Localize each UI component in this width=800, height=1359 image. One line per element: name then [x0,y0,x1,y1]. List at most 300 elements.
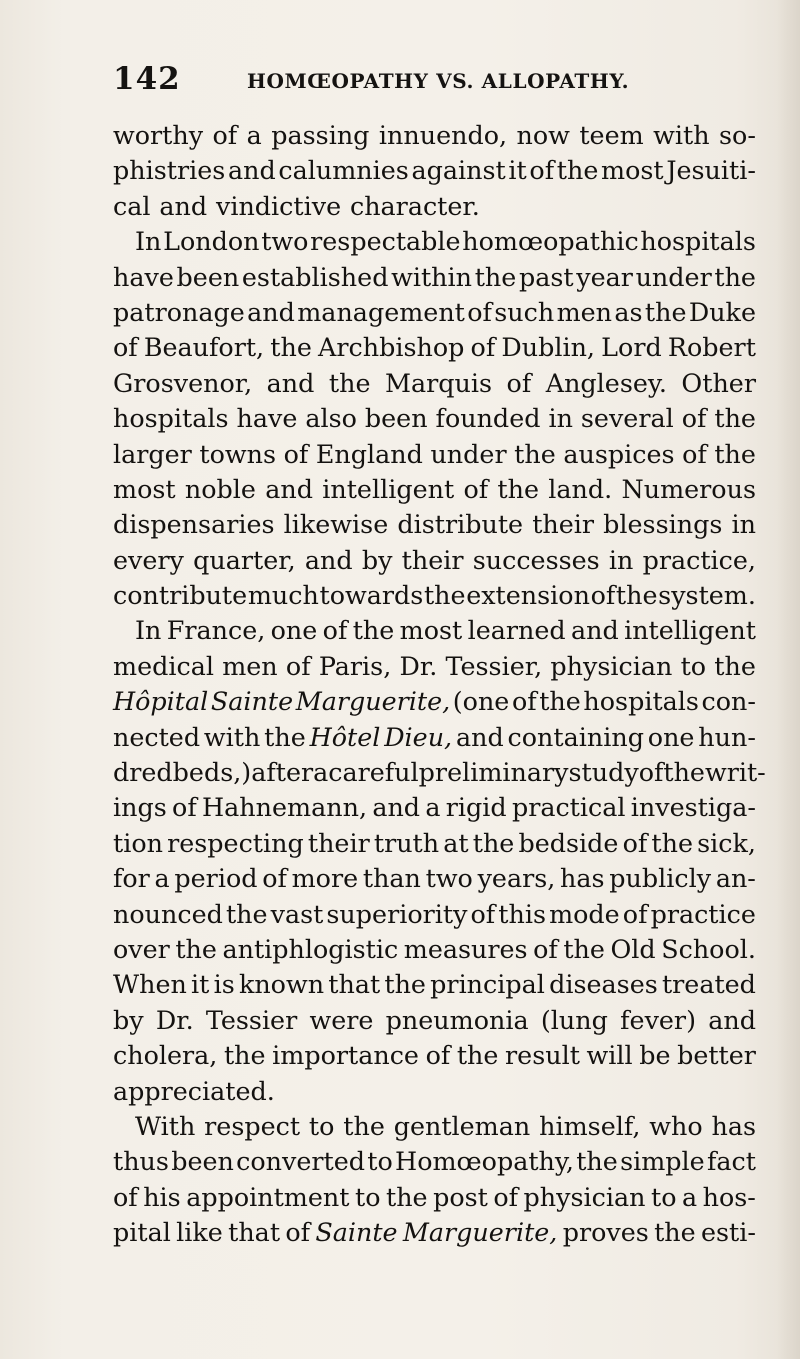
word: Paris, [318,650,392,681]
word: Hahnemann, [202,792,368,823]
word: Numerous [621,473,756,504]
word: in [548,403,573,434]
word: a [154,863,170,894]
word: nounced [113,898,223,929]
word: the [472,827,515,858]
text-line [113,1038,756,1073]
word: the [514,438,556,469]
word: the [644,296,687,327]
word: of [467,296,492,327]
word: after [251,757,314,788]
word: Marguerite, [402,1217,558,1248]
word: (lung [540,1004,608,1035]
word: one [270,615,318,646]
word: Robert [667,332,756,363]
word: post [433,1181,488,1212]
word: system. [658,580,756,611]
word: principal [430,969,545,1000]
word: vindictive [215,190,342,221]
word: the [175,933,217,964]
word: publicly [609,863,712,894]
word: larger [113,438,192,469]
text-line [113,613,756,648]
word: cal [113,190,151,221]
word: been [171,1146,234,1177]
word: the [497,473,539,504]
word: School. [661,933,756,964]
word: Homœopathy, [395,1146,574,1177]
word: nected [113,721,201,752]
text-line [113,861,756,896]
word: two [261,226,309,257]
word: the [270,332,312,363]
word: such [494,296,555,327]
word: Marquis [385,367,493,398]
word: Jesuiti- [666,155,756,186]
word: Old [610,933,656,964]
word: phistries [113,155,226,186]
word: Other [681,367,756,398]
word: of [322,615,348,646]
word: their [401,544,464,575]
page-number: 142 [113,61,181,97]
word: the [385,1181,428,1212]
word: of [511,686,537,717]
word: to [354,1181,381,1212]
word: of [470,898,496,929]
text-line [113,366,756,401]
word: be [639,1040,671,1071]
word: esti- [700,1217,756,1248]
text-line [113,578,756,613]
word: the [225,898,268,929]
word: will [586,1040,633,1071]
word: most [113,473,176,504]
word: of [113,332,138,363]
text-line [113,189,756,224]
word: Dr. [155,1004,194,1035]
word: Archbishop [318,332,465,363]
word: that [328,969,381,1000]
word: proves [562,1217,649,1248]
word: containing [507,721,644,752]
word: the [223,1040,266,1071]
word: the [474,261,517,292]
word: ings [113,792,167,823]
word: diseases [549,969,658,1000]
word: the [576,1146,618,1177]
word: innuendo, [378,120,508,150]
word: intelligent [624,615,756,646]
text-line [113,295,756,330]
word: their [532,509,595,540]
word: and [372,792,421,823]
text-line [113,649,756,684]
word: of [283,438,309,469]
word: have [236,403,298,434]
word: of [681,403,707,434]
word: Hôtel [309,721,381,752]
word: of [425,1040,451,1071]
word: and [304,544,353,575]
word: also [305,403,357,434]
word: fever) [620,1004,696,1035]
word: intelligent [322,473,455,504]
word: quarter, [193,544,296,575]
word: two [425,863,473,894]
word: the [714,650,756,681]
word: of [262,863,287,894]
word: antiphlogistic [222,933,399,964]
word: of [622,827,648,858]
word: Tessier, [445,650,543,681]
word: his [143,1181,181,1212]
word: pneumonia [385,1004,529,1035]
word: converted [236,1146,366,1177]
word: calumnies [278,155,409,186]
word: by [113,1004,144,1035]
word: hospitals [113,403,229,434]
word: established [241,261,389,292]
word: London [163,226,260,257]
word: a [681,1181,698,1212]
word: of [590,580,616,611]
word: for [113,863,150,894]
word: character. [349,190,480,221]
word: hospitals [640,226,756,257]
word: appreciated. [113,1075,275,1106]
word: the [714,403,756,434]
word: the [556,155,599,186]
word: under [635,261,712,292]
word: and [570,615,619,646]
word: and [266,367,315,398]
text-line [113,507,756,542]
word: the [328,367,371,398]
word: the [663,757,705,788]
word: truth [373,827,440,858]
text-line [113,897,756,932]
word: the [714,438,756,469]
text-line [113,826,756,861]
word: and [159,190,208,221]
word: result [505,1040,580,1071]
word: sick, [697,827,756,858]
word: most [399,615,463,646]
word: in [608,544,634,575]
word: vast [270,898,324,929]
word: practice, [642,544,756,575]
word: it [508,155,527,186]
word: hospitals [583,686,699,717]
word: Marguerite, [295,686,451,717]
word: preliminary [418,757,569,788]
word: to [308,1110,335,1141]
word: Grosvenor, [113,367,253,398]
word: land. [548,473,613,504]
word: it [191,969,210,1000]
text-line [113,684,756,719]
word: patronage [113,296,245,327]
word: so- [719,120,756,150]
text-line [113,1003,756,1038]
word: simple [620,1146,705,1177]
word: and [455,721,504,752]
word: blessings [603,509,723,540]
word: con- [701,686,756,717]
text-line [113,1180,756,1215]
word: year [576,261,633,292]
word: to [650,1181,677,1212]
word: rigid [445,792,507,823]
word: noble [184,473,256,504]
word: cholera, [113,1040,218,1071]
word: respecting [167,827,304,858]
word: hun- [698,721,756,752]
word: learned [467,615,566,646]
word: of [622,898,648,929]
word: been [176,261,240,292]
word: towards [319,580,424,611]
text-line [113,1074,756,1109]
word: of [470,332,496,363]
word: Tessier [205,1004,298,1035]
word: a [425,792,441,823]
word: Dublin, [501,332,596,363]
word: now [516,120,570,150]
word: towns [199,438,277,469]
word: of [506,367,532,398]
word: several [580,403,674,434]
word: to [367,1146,393,1177]
text-line [113,153,756,188]
word: an- [715,863,756,894]
word: the [651,827,693,858]
word: period [174,863,258,894]
word: at [443,827,469,858]
text-line [113,720,756,755]
word: by [361,544,393,575]
text-line [113,118,756,153]
word: Hôpital [113,686,209,717]
word: known [238,969,325,1000]
word: of [682,438,707,469]
word: homœopathic [462,226,639,257]
word: like [176,1217,223,1248]
word: and [265,473,313,504]
word: In [135,615,162,646]
word: France, [166,615,266,646]
word: dred [113,757,173,788]
word: of [172,792,197,823]
word: of [463,473,489,504]
word: medical [113,650,214,681]
word: physician [523,1181,646,1212]
running-title: HOMŒOPATHY VS. ALLOPATHY. [247,69,630,93]
word: hos- [702,1181,756,1212]
word: pital [113,1217,171,1248]
word: against [411,155,506,186]
word: of [113,1181,138,1212]
word: writ- [704,757,766,788]
word: mode [549,898,620,929]
word: When [113,969,187,1000]
word: tion [113,827,163,858]
text-line [113,1215,756,1250]
word: the [615,580,658,611]
word: respect [204,1110,301,1141]
word: been [364,403,428,434]
word: practical [511,792,626,823]
word: teem [579,120,644,150]
word: of [285,650,311,681]
word: one [647,721,695,752]
word: dispensaries [113,509,275,540]
text-line [113,967,756,1002]
word: and [227,155,276,186]
word: of [212,120,238,150]
word: gentleman [393,1110,531,1141]
word: successes [472,544,600,575]
word: of [285,1217,311,1248]
word: of [529,155,555,186]
word: were [309,1004,374,1035]
word: careful [328,757,419,788]
word: worthy [113,120,204,150]
word: has [560,863,605,894]
word: of [638,757,664,788]
word: measures [403,933,528,964]
word: passing [271,120,370,150]
word: and [708,1004,756,1035]
word: and [247,296,295,327]
word: respectable [310,226,461,257]
word: is [213,969,235,1000]
word: within [391,261,473,292]
word: men [556,296,613,327]
text-line [113,224,756,259]
word: as [614,296,643,327]
word: Sainte [315,1217,398,1248]
word: of [533,933,558,964]
word: with [203,721,261,752]
word: With [135,1110,196,1141]
word: who [649,1110,703,1141]
word: contribute [113,580,248,611]
word: Sainte [210,686,294,717]
word: better [677,1040,756,1071]
word: to [680,650,707,681]
word: distribute [397,509,524,540]
word: the [384,969,426,1000]
word: likewise [283,509,389,540]
text-line [113,401,756,436]
word: the [423,580,466,611]
text-line [113,755,766,790]
word: himself, [539,1110,641,1141]
word: In [135,226,162,257]
word: founded [435,403,541,434]
word: Beaufort, [143,332,265,363]
word: every [113,544,184,575]
word: their [307,827,370,858]
word: the [264,721,306,752]
word: most [601,155,664,186]
word: investiga- [630,792,756,823]
word: bedside [518,827,619,858]
word: importance [272,1040,419,1071]
running-head [113,52,753,102]
word: (one [452,686,510,717]
word: fact [706,1146,756,1177]
body-text [113,118,766,1251]
word: this [498,898,546,929]
text-line [113,437,756,472]
text-line [113,1109,756,1144]
word: practice [650,898,756,929]
word: treated [661,969,756,1000]
word: with [653,120,710,150]
word: Dieu, [384,721,453,752]
word: the [343,1110,385,1141]
word: thus [113,1146,169,1177]
word: England [315,438,423,469]
word: much [247,580,319,611]
word: men [222,650,278,681]
word: of [493,1181,519,1212]
word: superiority [326,898,468,929]
word: more [291,863,359,894]
word: the [352,615,395,646]
word: the [714,261,756,292]
word: beds,) [172,757,252,788]
word: over [113,933,170,964]
word: management [297,296,465,327]
word: under [430,438,507,469]
word: physician [550,650,673,681]
word: the [654,1217,696,1248]
word: a [313,757,329,788]
word: past [518,261,574,292]
word: appointment [186,1181,350,1212]
word: Duke [688,296,756,327]
word: years, [477,863,556,894]
word: Anglesey. [545,367,667,398]
text-line [113,932,756,967]
word: auspices [563,438,675,469]
word: Dr. [399,650,438,681]
page-edge-shadow [776,0,800,1359]
word: the [563,933,605,964]
word: a [246,120,262,150]
word: the [539,686,581,717]
text-line [113,1144,756,1179]
text-line [113,330,756,365]
word: than [362,863,421,894]
word: that [228,1217,281,1248]
text-line [113,543,756,578]
text-line [113,472,756,507]
word: Lord [601,332,662,363]
word: extension [466,580,590,611]
word: have [113,261,174,292]
word: in [731,509,756,540]
word: study [568,757,639,788]
word: has [711,1110,756,1141]
word: the [456,1040,499,1071]
text-line [113,790,756,825]
text-line [113,260,756,295]
